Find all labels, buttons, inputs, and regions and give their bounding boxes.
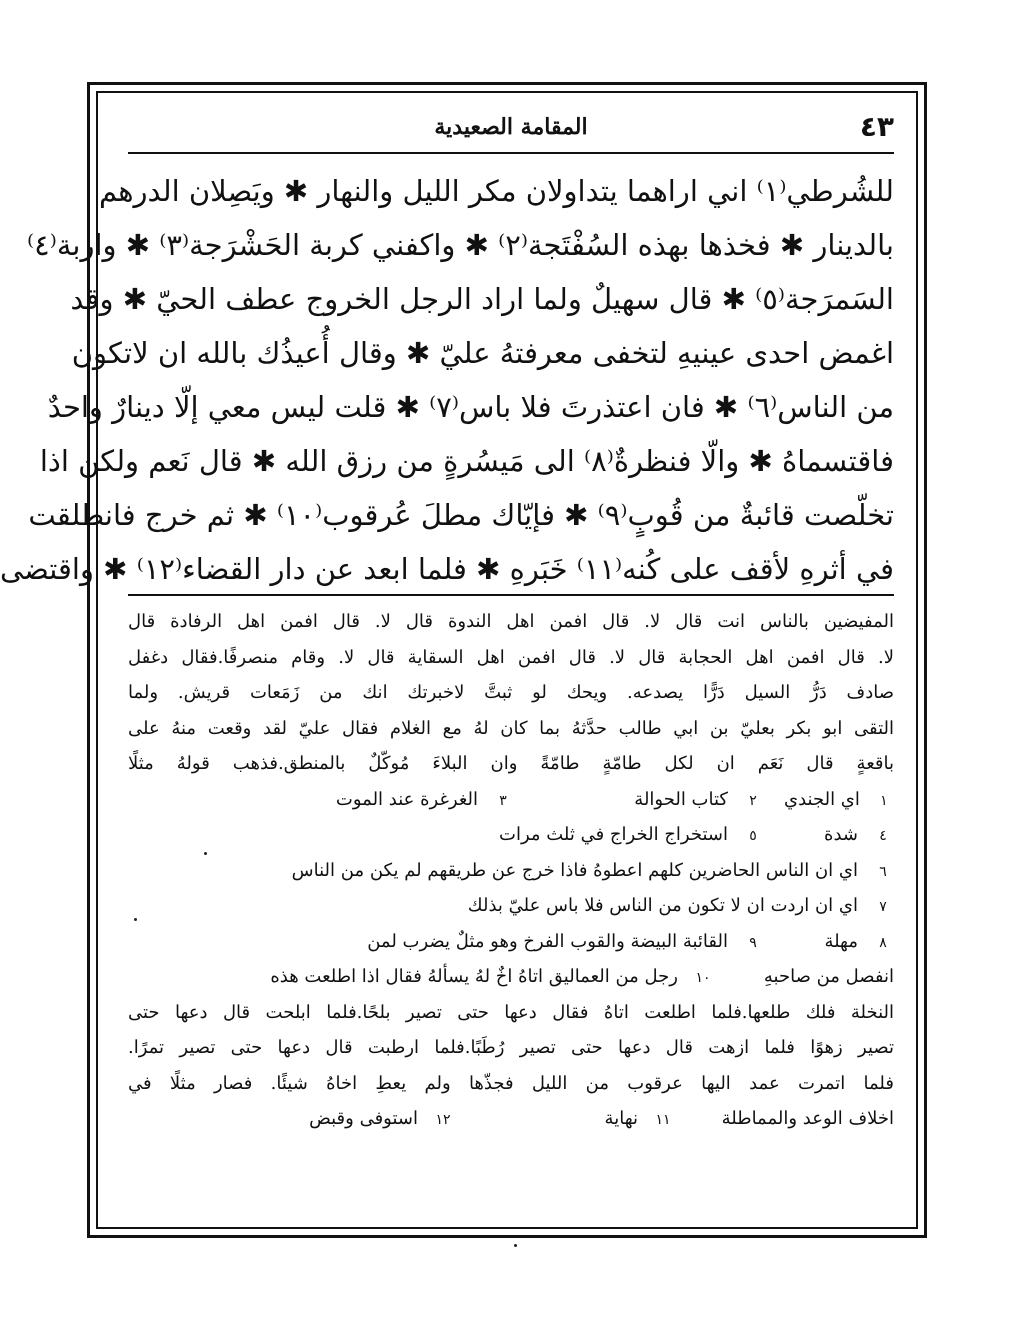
scan-speck [204, 852, 207, 855]
note-line: باقعةٍ قال نَعَم ان لكل طامّةٍ طامّةً وان البلاءَ مُوكّلٌ بالمنطق.فذهب قولهُ مثلًا [128, 753, 894, 774]
gloss-item [347, 924, 764, 960]
gloss-text: مهلة [824, 930, 858, 952]
body-line: اغمض احدى عينيهِ لتخفى معرفتهُ عليّ ✱ وقال أُعيذُك بالله ان لاتكون [71, 336, 894, 370]
footnote-rule [128, 594, 894, 596]
gloss-text: اخلاف الوعد والمماطلة [721, 1108, 894, 1129]
gloss-item [289, 1101, 454, 1137]
gloss-item [764, 782, 894, 818]
scan-speck [134, 918, 137, 921]
gloss-row [128, 853, 894, 889]
body-line: للشُرطي⁽١⁾ اني اراهما يتداولان مكر الليل والنهار ✱ ويَصِلان الدرهم [98, 174, 894, 208]
gloss-text: القائبة البيضة والقوب الفرخ وهو مثلٌ يضرب لمن [367, 930, 728, 952]
note-line: النخلة فلك طلعها.فلما اطلعت اتاهُ فقال دعها حتى تصير بلحًا.فلما ابلحت قال دعها حتى [128, 1001, 894, 1023]
scan-speck [514, 1244, 517, 1247]
gloss-text: استوفى وقبض [309, 1108, 418, 1129]
gloss-number: ١٢ [435, 1112, 451, 1128]
body-line: السَمرَجة⁽٥⁾ ✱ قال سهيلٌ ولما اراد الرجل الخروج عطف الحيّ ✱ وقد [70, 282, 894, 316]
running-title: المقامة الصعيدية [434, 114, 588, 140]
page-number: ٤٣ [859, 110, 894, 143]
gloss-item [514, 782, 764, 818]
gloss-number: ٧ [879, 899, 887, 915]
note-line: صادف دَرُّ السيل دَرًّا يصدعه. ويحك لو ثبتَّ لاخبرتك انك من زَمَعات قريش. ولما [128, 682, 894, 703]
page-header [128, 110, 894, 146]
header-rule [128, 152, 894, 154]
body-line: بالدينار ✱ فخذها بهذه السُفْتَجة⁽٢⁾ ✱ واكفني كربة الحَشْرَجة⁽٣⁾ ✱ واربة⁽٤⁾ [27, 228, 894, 262]
gloss-row [128, 1101, 894, 1137]
gloss-text: نهاية [604, 1108, 638, 1129]
gloss-number: ٨ [879, 934, 887, 951]
gloss-number: ١١ [655, 1112, 671, 1128]
note-line: فلما اتمرت عمد اليها عرقوب من الليل فجذّها ولم يعطِ اخاهُ شيئًا. فصار مثلًا في [128, 1072, 894, 1094]
gloss-row [128, 959, 894, 995]
body-line: في أثرهِ لأقف على كُنه⁽١١⁾ خَبَرهِ ✱ فلما ابعد عن دار القضاء⁽١٢⁾ ✱ واقتضى [0, 552, 894, 586]
gloss-item [764, 924, 894, 960]
gloss-item [454, 1101, 674, 1137]
gloss-text: رجل من العماليق اتاهُ اخٌ لهُ يسألهُ فقال اذا اطلعت هذه [270, 966, 678, 987]
body-line: فاقتسماهُ ✱ والّا فنظرةٌ⁽٨⁾ الى مَيسُرةٍ من رزق الله ✱ قال نَعم ولكن اذا [39, 444, 894, 478]
gloss-number: ٤ [879, 828, 887, 844]
gloss-text: استخراج الخراج في ثلث مرات [499, 824, 728, 845]
gloss-number: ٩ [749, 934, 757, 951]
gloss-number: ٥ [749, 828, 757, 844]
gloss-number: ٢ [749, 792, 757, 809]
gloss-text: انفصل من صاحبهِ [763, 966, 894, 987]
gloss-text: شدة [824, 824, 858, 845]
gloss-item [714, 959, 894, 995]
note-line: التقى ابو بكر بعليّ بن ابي طالب حدَّثهُ بما كان لهُ مع الغلام فقال عليّ لقد وقعت منهُ على [128, 717, 894, 739]
gloss-text: كتاب الحوالة [634, 788, 728, 810]
body-line: من الناس⁽٦⁾ ✱ فان اعتذرتَ فلا باس⁽٧⁾ ✱ قلت ليس معي إلّا دينارٌ واحدٌ [47, 390, 894, 424]
gloss-item [674, 1101, 894, 1137]
gloss-number: ١٠ [695, 970, 711, 986]
gloss-row [128, 782, 894, 818]
note-line: تصير زهوًا فلما ازهت قال دعها حتى تصير رُطَبًا.فلما ارطبت قال دعها حتى تصير تمرًا. [128, 1037, 894, 1058]
gloss-row [128, 817, 894, 853]
gloss-item [448, 888, 894, 924]
gloss-row [128, 888, 894, 924]
gloss-item [272, 853, 894, 889]
gloss-number: ٦ [879, 863, 887, 880]
gloss-text: اي ان اردت ان لا تكون من الناس فلا باس عليّ بذلك [467, 895, 858, 916]
gloss-item [764, 817, 894, 853]
gloss-text: الغرغرة عند الموت [335, 788, 478, 810]
main-text [0, 164, 894, 596]
footnotes [128, 604, 894, 1137]
gloss-text: اي الجندي [784, 788, 860, 810]
gloss-row [128, 924, 894, 960]
gloss-text: اي ان الناس الحاضرين كلهم اعطوهُ فاذا خرج عن طريقهم لم يكن من الناس [291, 859, 858, 881]
gloss-item [214, 782, 514, 818]
body-line: تخلّصت قائبةٌ من قُوبٍ⁽٩⁾ ✱ فإيّاك مطلَ عُرقوب⁽١٠⁾ ✱ ثم خرج فانطلقت [28, 498, 894, 532]
note-line: لا. قال افمن اهل الحجابة قال لا. قال افمن اهل السقاية قال لا. وقام منصرفًا.فقال دغفل [128, 646, 894, 668]
gloss-item [479, 817, 764, 853]
gloss-item [250, 959, 714, 995]
gloss-number: ٣ [499, 792, 507, 809]
note-line: المفيضين بالناس انت قال لا. قال افمن اهل الندوة قال لا. قال افمن اهل الرفادة قال [128, 611, 894, 632]
gloss-number: ١ [880, 792, 888, 809]
